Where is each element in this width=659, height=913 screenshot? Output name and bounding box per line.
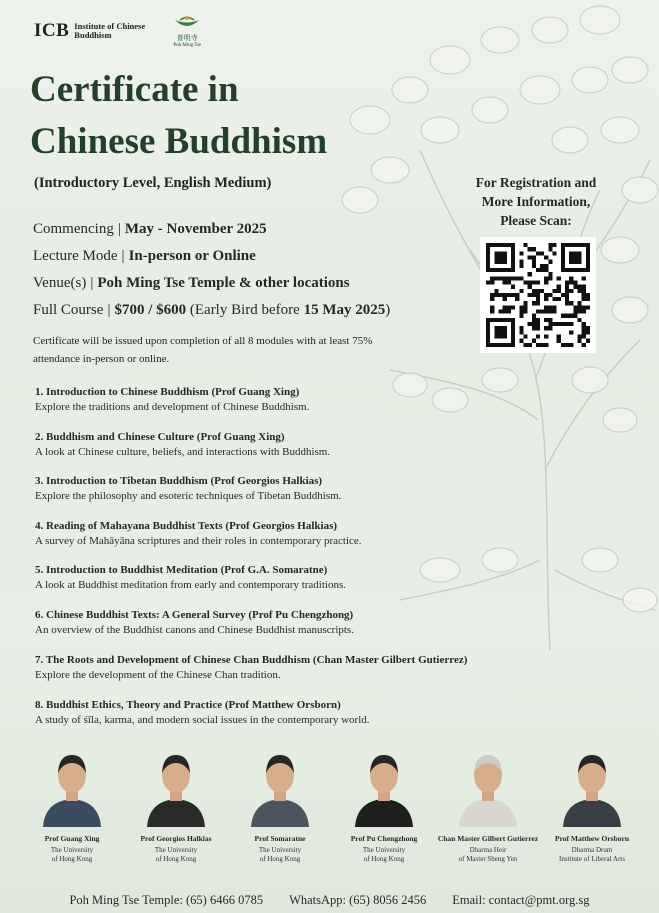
faculty-photo xyxy=(561,745,623,827)
faculty-photo xyxy=(41,745,103,827)
module-item xyxy=(35,519,555,549)
detail-full-course: Full Course | $700 / $600 (Early Bird before 15 May 2025) xyxy=(33,302,391,318)
faculty-member xyxy=(126,745,226,864)
lotus-bowl-icon xyxy=(172,14,202,32)
faculty-photo xyxy=(145,745,207,827)
faculty-affiliation: The University of Hong Kong xyxy=(154,846,198,863)
faculty-row xyxy=(22,745,642,864)
pmt-english-name: Poh Ming Tse xyxy=(173,43,202,48)
faculty-name: Prof Somaratne xyxy=(254,834,306,843)
qr-code-icon xyxy=(486,243,590,347)
faculty-photo xyxy=(249,745,311,827)
certificate-note: Certificate will be issued upon completion of all 8 modules with at least 75% attendance in-person or online. xyxy=(33,335,373,365)
faculty-member xyxy=(334,745,434,864)
module-description: A study of śīla, karma, and modern social issues in the contemporary world. xyxy=(35,714,370,726)
module-item xyxy=(35,430,555,460)
registration-qr-code[interactable] xyxy=(480,237,596,353)
module-title: 3. Introduction to Tibetan Buddhism (Prof Georgios Halkias) xyxy=(35,475,323,487)
detail-value: $700 / $600 xyxy=(114,302,187,318)
early-bird-close: ) xyxy=(385,302,391,318)
subtitle: (Introductory Level, English Medium) xyxy=(34,175,272,191)
temple-phone: Poh Ming Tse Temple: (65) 6466 0785 xyxy=(69,893,264,907)
icb-institute-name: Institute of Chinese Buddhism xyxy=(74,21,146,40)
faculty-member xyxy=(438,745,538,864)
faculty-member xyxy=(22,745,122,864)
detail-label: Lecture Mode xyxy=(33,248,118,264)
detail-label: Venue(s) xyxy=(33,275,87,291)
module-description: Explore the traditions and development of Chinese Buddhism. xyxy=(35,401,310,413)
icb-logo: ICB xyxy=(34,20,70,41)
detail-lecture-mode: Lecture Mode | In-person or Online xyxy=(33,248,256,264)
faculty-affiliation: The University of Hong Kong xyxy=(258,846,302,863)
module-title: 5. Introduction to Buddhist Meditation (Prof G.A. Somaratne) xyxy=(35,564,328,576)
early-bird-date: 15 May 2025 xyxy=(303,302,386,318)
module-description: Explore the philosophy and esoteric techniques of Tibetan Buddhism. xyxy=(35,490,342,502)
faculty-photo xyxy=(353,745,415,827)
detail-value: Poh Ming Tse Temple & other locations xyxy=(97,275,350,291)
faculty-photo xyxy=(457,745,519,827)
early-bird-note: (Early Bird before xyxy=(189,302,300,318)
faculty-affiliation: Dharma Heir of Master Sheng Yen xyxy=(458,846,518,863)
module-description: A look at Buddhist meditation from early and contemporary traditions. xyxy=(35,579,346,591)
faculty-member xyxy=(230,745,330,864)
module-item xyxy=(35,563,555,593)
module-description: A look at Chinese culture, beliefs, and interactions with Buddhism. xyxy=(35,446,331,458)
faculty-name: Prof Pu Chengzhong xyxy=(350,834,418,843)
detail-value: In-person or Online xyxy=(128,248,256,264)
registration-line-3: Please Scan: xyxy=(500,213,572,228)
faculty-affiliation: Dharma Drum Institute of Liberal Arts xyxy=(559,846,625,863)
module-item xyxy=(35,474,555,504)
title-line-2: Chinese Buddhism xyxy=(30,121,328,162)
detail-value: May - November 2025 xyxy=(124,221,267,237)
module-item xyxy=(35,385,555,415)
registration-prompt xyxy=(460,173,612,230)
header-logos xyxy=(34,14,202,48)
module-title: 2. Buddhism and Chinese Culture (Prof Guang Xing) xyxy=(35,431,285,443)
contact-email[interactable]: Email: contact@pmt.org.sg xyxy=(452,893,590,907)
module-title: 1. Introduction to Chinese Buddhism (Prof Guang Xing) xyxy=(35,386,300,398)
module-title: 8. Buddhist Ethics, Theory and Practice (Prof Matthew Orsborn) xyxy=(35,699,341,711)
faculty-name: Chan Master Gilbert Gutierrez xyxy=(437,834,539,843)
module-description: Explore the development of the Chinese Chan tradition. xyxy=(35,669,281,681)
module-item xyxy=(35,608,555,638)
faculty-affiliation: The University of Hong Kong xyxy=(50,846,94,863)
module-title: 6. Chinese Buddhist Texts: A General Survey (Prof Pu Chengzhong) xyxy=(35,609,354,621)
faculty-member xyxy=(542,745,642,864)
registration-line-2: More Information, xyxy=(481,194,591,209)
module-item xyxy=(35,653,555,683)
detail-label: Commencing xyxy=(33,221,114,237)
faculty-affiliation: The University of Hong Kong xyxy=(362,846,406,863)
registration-line-1: For Registration and xyxy=(475,175,597,190)
module-description: An overview of the Buddhist canons and Chinese Buddhist manuscripts. xyxy=(35,624,354,636)
module-item xyxy=(35,698,555,728)
detail-commencing: Commencing | May - November 2025 xyxy=(33,221,267,237)
pmt-chinese-name: 普明寺 xyxy=(176,34,198,42)
detail-venue: Venue(s) | Poh Ming Tse Temple & other locations xyxy=(33,275,350,291)
title-line-1: Certificate in xyxy=(30,69,239,110)
module-title: 4. Reading of Mahayana Buddhist Texts (Prof Georgios Halkias) xyxy=(35,520,338,532)
contact-footer xyxy=(0,893,659,908)
faculty-name: Prof Georgios Halkias xyxy=(140,834,212,843)
whatsapp-number: WhatsApp: (65) 8056 2456 xyxy=(289,893,427,907)
faculty-name: Prof Guang Xing xyxy=(44,834,100,843)
page-title xyxy=(30,64,327,168)
poh-ming-tse-logo xyxy=(172,14,202,48)
faculty-name: Prof Matthew Orsborn xyxy=(554,834,629,843)
module-description: A survey of Mahāyāna scriptures and their roles in contemporary practice. xyxy=(35,535,362,547)
module-title: 7. The Roots and Development of Chinese Chan Buddhism (Chan Master Gilbert Gutierrez) xyxy=(35,654,468,666)
detail-label: Full Course xyxy=(33,302,104,318)
